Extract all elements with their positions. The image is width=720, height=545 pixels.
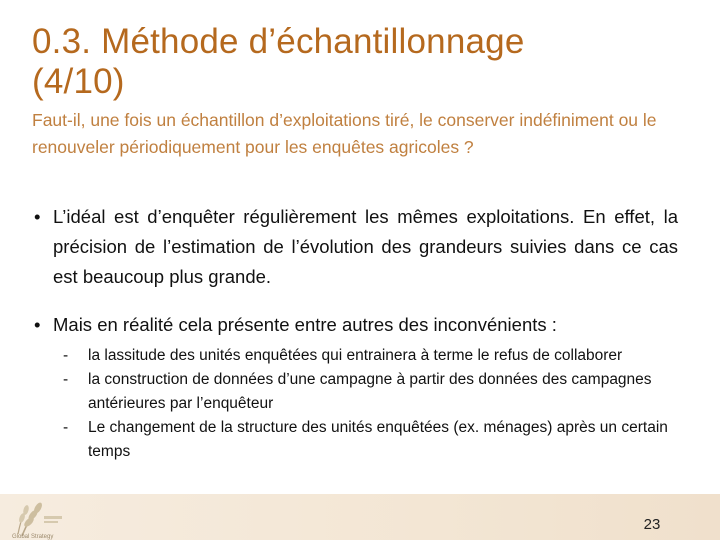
slide-title <box>32 22 692 102</box>
page-number: 23 <box>643 516 661 533</box>
logo-text: Global Strategy <box>12 534 54 540</box>
sub-item <box>57 416 678 464</box>
slide-content <box>34 202 678 464</box>
slide-subtitle: Faut-il, une fois un échantillon d’exploitations tiré, le conserver indéfiniment ou le renouveler périodiquement pour les enquêtes agricoles ? <box>32 110 657 157</box>
bullet-item <box>34 310 678 340</box>
sub-marker: - <box>63 419 69 436</box>
bullet-marker: • <box>34 314 41 335</box>
sub-item <box>57 344 678 368</box>
bullet-marker: • <box>34 206 41 227</box>
sub-item <box>57 368 678 416</box>
bullet-text: L’idéal est d’enquêter régulièrement les mêmes exploitations. En effet, la précision de l’estimation de l’évolution des grandeurs suivies dans ce cas est beaucoup plus grande. <box>53 206 678 287</box>
sub-marker: - <box>63 371 69 388</box>
sub-list <box>57 344 678 464</box>
bullet-item <box>34 202 678 292</box>
wheat-logo-icon <box>8 498 66 540</box>
sub-text: la lassitude des unités enquêtées qui entrainera à terme le refus de collaborer <box>88 347 623 364</box>
sub-text: la construction de données d’une campagne à partir des données des campagnes antérieures par l’enquêteur <box>88 371 652 412</box>
footer-bar <box>0 494 720 540</box>
sub-text: Le changement de la structure des unités enquêtées (ex. ménages) après un certain temps <box>88 419 668 460</box>
slide-title-line2: (4/10) <box>32 62 125 101</box>
sub-marker: - <box>63 347 69 364</box>
slide-title-line1: 0.3. Méthode d’échantillonnage <box>32 22 525 61</box>
bullet-text: Mais en réalité cela présente entre autres des inconvénients : <box>53 314 557 335</box>
